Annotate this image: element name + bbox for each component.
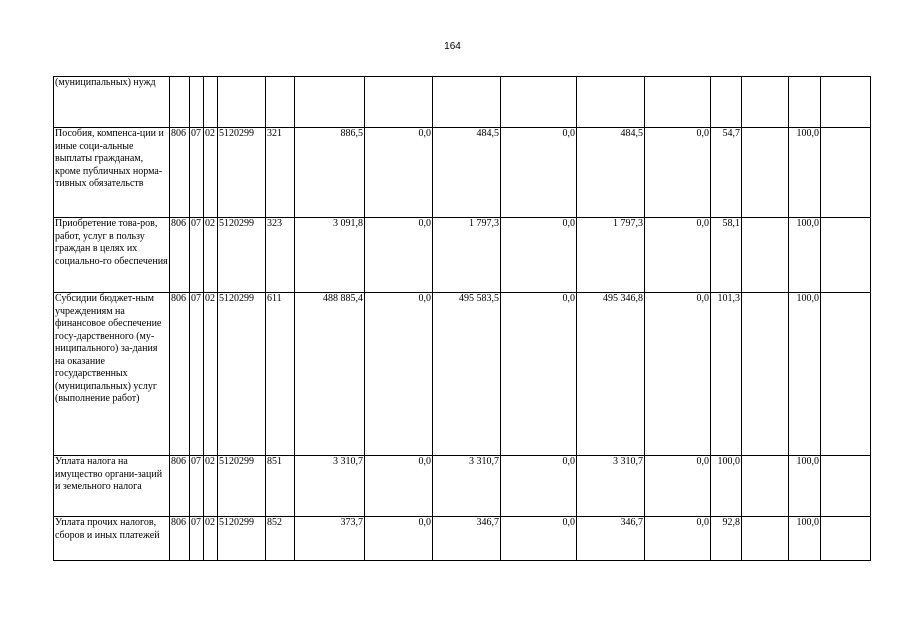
value-cell: 3 310,7 (577, 456, 645, 517)
value-cell: 0,0 (645, 456, 711, 517)
code-csr: 5120299 (218, 128, 266, 218)
value-cell (433, 77, 501, 128)
value-cell: 54,7 (711, 128, 742, 218)
code-pr: 02 (204, 218, 218, 293)
value-cell: 0,0 (365, 293, 433, 456)
value-cell: 0,0 (645, 128, 711, 218)
table-row (54, 293, 871, 456)
value-cell: 0,0 (501, 517, 577, 561)
value-cell (742, 218, 789, 293)
value-cell: 0,0 (365, 456, 433, 517)
empty-cell (821, 128, 871, 218)
value-cell: 0,0 (645, 293, 711, 456)
value-cell (365, 77, 433, 128)
code-ved (170, 77, 190, 128)
value-cell: 346,7 (577, 517, 645, 561)
value-cell: 484,5 (577, 128, 645, 218)
value-cell: 92,8 (711, 517, 742, 561)
value-cell: 100,0 (789, 218, 821, 293)
code-vr: 323 (266, 218, 295, 293)
table-row (54, 128, 871, 218)
code-rz: 07 (190, 293, 204, 456)
value-cell: 58,1 (711, 218, 742, 293)
value-cell: 484,5 (433, 128, 501, 218)
row-name: Приобретение това-ров, работ, услуг в пользу граждан в целях их социально-го обеспечения (54, 218, 170, 293)
empty-cell (821, 218, 871, 293)
value-cell: 488 885,4 (295, 293, 365, 456)
code-rz: 07 (190, 517, 204, 561)
value-cell: 0,0 (501, 218, 577, 293)
value-cell: 0,0 (365, 517, 433, 561)
code-csr: 5120299 (218, 293, 266, 456)
value-cell: 3 310,7 (295, 456, 365, 517)
table-row (54, 456, 871, 517)
row-name: (муниципальных) нужд (54, 77, 170, 128)
code-vr (266, 77, 295, 128)
code-ved: 806 (170, 456, 190, 517)
code-ved: 806 (170, 218, 190, 293)
value-cell: 495 346,8 (577, 293, 645, 456)
code-rz: 07 (190, 456, 204, 517)
value-cell: 0,0 (501, 293, 577, 456)
value-cell (742, 293, 789, 456)
value-cell (742, 128, 789, 218)
value-cell (295, 77, 365, 128)
value-cell: 0,0 (501, 128, 577, 218)
code-csr: 5120299 (218, 456, 266, 517)
empty-cell (821, 517, 871, 561)
budget-table (53, 76, 871, 561)
code-csr: 5120299 (218, 517, 266, 561)
table-row (54, 218, 871, 293)
table-row (54, 517, 871, 561)
value-cell: 0,0 (645, 218, 711, 293)
row-name: Субсидии бюджет-ным учреждениям на финансовое обеспечение госу-дарственного (му-ниципального) за-дания на оказание государственных (муниципальных) услуг (выполнение работ) (54, 293, 170, 456)
code-csr: 5120299 (218, 218, 266, 293)
code-pr: 02 (204, 456, 218, 517)
code-ved: 806 (170, 293, 190, 456)
code-ved: 806 (170, 517, 190, 561)
value-cell: 886,5 (295, 128, 365, 218)
value-cell: 0,0 (501, 456, 577, 517)
code-rz (190, 77, 204, 128)
value-cell: 100,0 (789, 293, 821, 456)
empty-cell (821, 77, 871, 128)
code-rz: 07 (190, 128, 204, 218)
code-vr: 321 (266, 128, 295, 218)
code-vr: 851 (266, 456, 295, 517)
row-name: Уплата прочих налогов, сборов и иных платежей (54, 517, 170, 561)
value-cell (501, 77, 577, 128)
value-cell: 1 797,3 (433, 218, 501, 293)
value-cell: 0,0 (645, 517, 711, 561)
value-cell (645, 77, 711, 128)
value-cell (742, 456, 789, 517)
value-cell: 100,0 (711, 456, 742, 517)
value-cell: 1 797,3 (577, 218, 645, 293)
table-row (54, 77, 871, 128)
code-pr: 02 (204, 128, 218, 218)
value-cell: 100,0 (789, 128, 821, 218)
code-rz: 07 (190, 218, 204, 293)
value-cell (742, 77, 789, 128)
code-csr (218, 77, 266, 128)
value-cell: 373,7 (295, 517, 365, 561)
code-ved: 806 (170, 128, 190, 218)
value-cell: 495 583,5 (433, 293, 501, 456)
page-number: 164 (444, 41, 461, 52)
code-vr: 611 (266, 293, 295, 456)
code-pr (204, 77, 218, 128)
empty-cell (821, 293, 871, 456)
value-cell: 3 310,7 (433, 456, 501, 517)
value-cell: 100,0 (789, 517, 821, 561)
value-cell (742, 517, 789, 561)
value-cell (789, 77, 821, 128)
value-cell (711, 77, 742, 128)
code-pr: 02 (204, 517, 218, 561)
row-name: Пособия, компенса-ции и иные соци-альные выплаты гражданам, кроме публичных норма-тивных обязательств (54, 128, 170, 218)
value-cell (577, 77, 645, 128)
value-cell: 101,3 (711, 293, 742, 456)
value-cell: 346,7 (433, 517, 501, 561)
code-pr: 02 (204, 293, 218, 456)
row-name: Уплата налога на имущество органи-заций и земельного налога (54, 456, 170, 517)
empty-cell (821, 456, 871, 517)
value-cell: 0,0 (365, 218, 433, 293)
value-cell: 3 091,8 (295, 218, 365, 293)
value-cell: 0,0 (365, 128, 433, 218)
value-cell: 100,0 (789, 456, 821, 517)
code-vr: 852 (266, 517, 295, 561)
